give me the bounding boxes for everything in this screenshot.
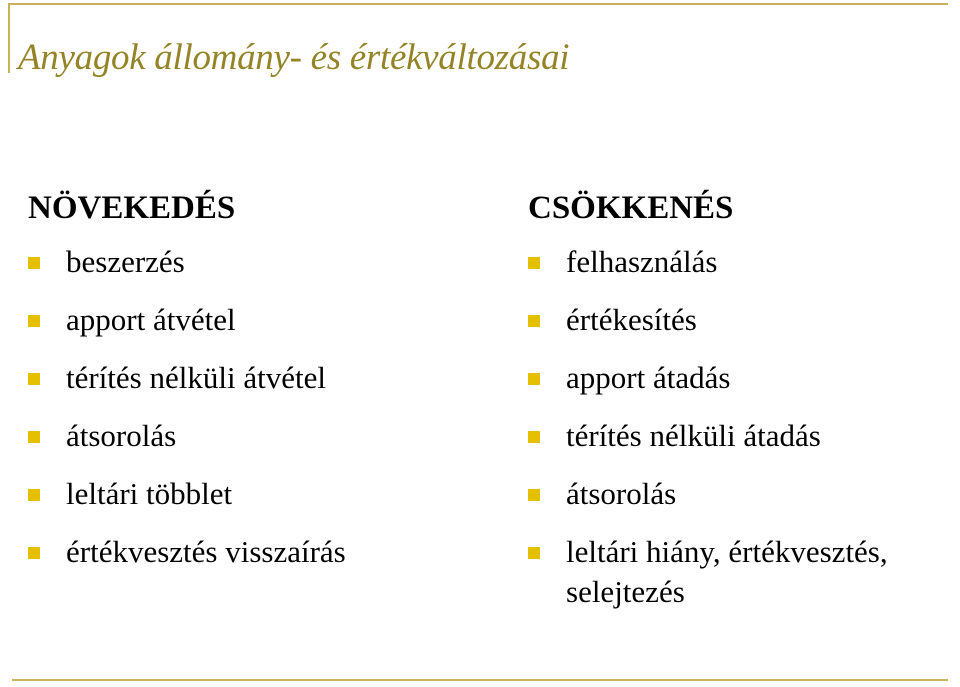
frame-top-line bbox=[8, 3, 948, 5]
increase-column bbox=[28, 186, 468, 590]
square-bullet-icon bbox=[28, 547, 40, 559]
frame-bottom-line bbox=[12, 679, 948, 681]
square-bullet-icon bbox=[28, 431, 40, 443]
increase-list bbox=[28, 242, 468, 572]
list-item: átsorolás bbox=[528, 474, 948, 514]
list-item: értékvesztés visszaírás bbox=[28, 532, 468, 572]
list-item: apport átadás bbox=[528, 358, 948, 398]
square-bullet-icon bbox=[528, 547, 540, 559]
square-bullet-icon bbox=[28, 373, 40, 385]
decrease-column bbox=[528, 186, 948, 630]
frame-left-line bbox=[8, 3, 10, 73]
square-bullet-icon bbox=[28, 315, 40, 327]
square-bullet-icon bbox=[528, 257, 540, 269]
list-item: térítés nélküli átvétel bbox=[28, 358, 468, 398]
list-item: átsorolás bbox=[28, 416, 468, 456]
list-item: apport átvétel bbox=[28, 300, 468, 340]
increase-heading: NÖVEKEDÉS bbox=[28, 190, 236, 226]
square-bullet-icon bbox=[28, 489, 40, 501]
slide-title: Anyagok állomány- és értékváltozásai bbox=[18, 37, 570, 78]
list-item: leltári többlet bbox=[28, 474, 468, 514]
list-item: leltári hiány, értékvesztés, selejtezés bbox=[528, 532, 948, 612]
list-item: beszerzés bbox=[28, 242, 468, 282]
list-item: értékesítés bbox=[528, 300, 948, 340]
square-bullet-icon bbox=[528, 489, 540, 501]
square-bullet-icon bbox=[528, 373, 540, 385]
decrease-list bbox=[528, 242, 948, 612]
decrease-heading: CSÖKKENÉS bbox=[528, 190, 734, 226]
square-bullet-icon bbox=[28, 257, 40, 269]
list-item: felhasználás bbox=[528, 242, 948, 282]
list-item: térítés nélküli átadás bbox=[528, 416, 948, 456]
square-bullet-icon bbox=[528, 431, 540, 443]
square-bullet-icon bbox=[528, 315, 540, 327]
